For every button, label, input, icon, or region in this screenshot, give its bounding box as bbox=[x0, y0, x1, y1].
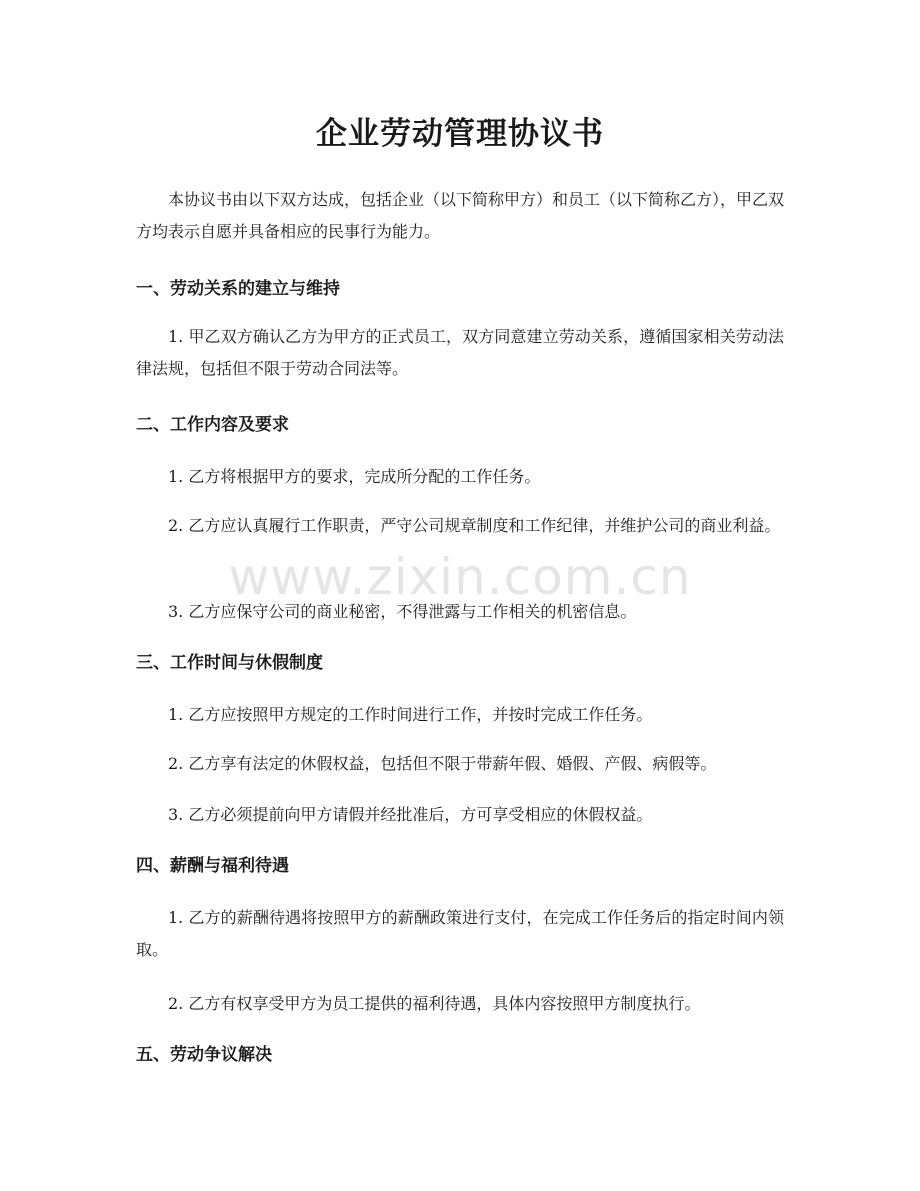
section-heading-3: 三、工作时间与休假制度 bbox=[136, 653, 323, 673]
section-2-item-1: 1. 乙方将根据甲方的要求，完成所分配的工作任务。 bbox=[168, 467, 541, 486]
section-3-item-3: 3. 乙方必须提前向甲方请假并经批准后，方可享受相应的休假权益。 bbox=[168, 805, 653, 824]
document-title: 企业劳动管理协议书 bbox=[316, 116, 604, 152]
section-3-item-1: 1. 乙方应按照甲方规定的工作时间进行工作，并按时完成工作任务。 bbox=[168, 705, 653, 724]
section-4-item-1: 1. 乙方的薪酬待遇将按照甲方的薪酬政策进行支付，在完成工作任务后的指定时间内领取。 bbox=[136, 908, 784, 959]
section-1-item-1: 1. 甲乙双方确认乙方为甲方的正式员工，双方同意建立劳动关系，遵循国家相关劳动法律法规，包括但不限于劳动合同法等。 bbox=[136, 327, 784, 378]
section-2-item-3: 3. 乙方应保守公司的商业秘密，不得泄露与工作相关的机密信息。 bbox=[168, 602, 637, 621]
section-3-item-2: 2. 乙方享有法定的休假权益，包括但不限于带薪年假、婚假、产假、病假等。 bbox=[168, 754, 717, 773]
section-4-item-2: 2. 乙方有权享受甲方为员工提供的福利待遇，具体内容按照甲方制度执行。 bbox=[168, 994, 701, 1013]
section-2-item-2: 2. 乙方应认真履行工作职责，严守公司规章制度和工作纪律，并维护公司的商业利益。 bbox=[168, 516, 781, 535]
section-heading-5: 五、劳动争议解决 bbox=[136, 1045, 272, 1065]
watermark: www.zixin.com.cn bbox=[228, 548, 692, 606]
section-heading-2: 二、工作内容及要求 bbox=[136, 415, 289, 435]
section-heading-1: 一、劳动关系的建立与维持 bbox=[136, 279, 340, 299]
intro-paragraph: 本协议书由以下双方达成，包括企业（以下简称甲方）和员工（以下简称乙方），甲乙双方均表示自愿并具备相应的民事行为能力。 bbox=[136, 190, 785, 241]
section-heading-4: 四、薪酬与福利待遇 bbox=[136, 856, 289, 876]
